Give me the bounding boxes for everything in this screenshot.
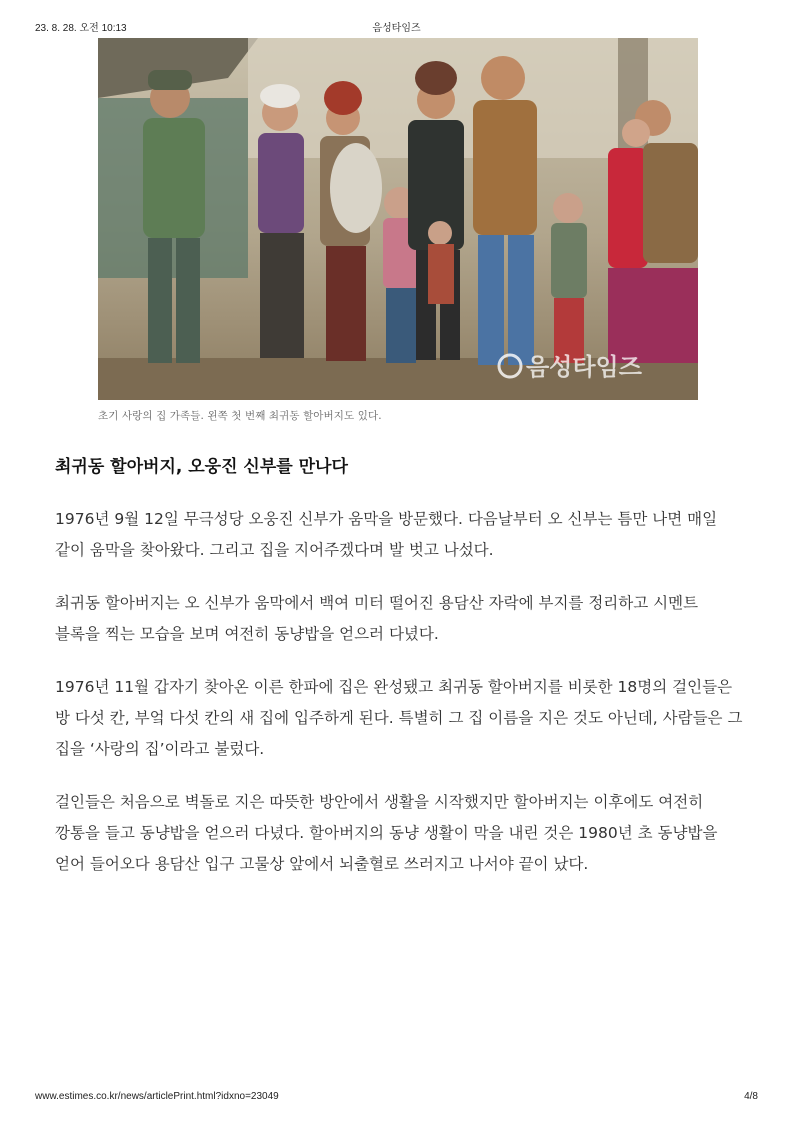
section-heading: 최귀동 할아버지, 오웅진 신부를 만나다	[55, 457, 348, 477]
article-paragraph: 1976년 9월 12일 무극성당 오웅진 신부가 움막을 방문했다. 다음날부터 오 신부는 틈만 나면 매일 같이 움막을 찾아왔다. 그리고 집을 지어주겠다며 발 벗고 나섰다.	[55, 510, 718, 559]
photo-caption: 초기 사랑의 집 가족들. 왼쪽 첫 번째 최귀동 할아버지도 있다.	[98, 410, 382, 422]
article-paragraph: 걸인들은 처음으로 벽돌로 지은 따뜻한 방안에서 생활을 시작했지만 할아버지는 이후에도 여전히 깡통을 들고 동냥밥을 얻으러 다녔다. 할아버지의 동냥 생활이 막을 내린 것은 1980년 초 동냥밥을 얻어 들어오다 용담산 입구 고물상 앞에서 뇌출혈로 쓰러지고 나서야 끝이 났다.	[55, 793, 718, 873]
print-header	[35, 19, 758, 33]
article-photo	[98, 38, 698, 400]
article-paragraph: 1976년 11월 갑자기 찾아온 이른 한파에 집은 완성됐고 최귀동 할아버지를 비롯한 18명의 걸인들은 방 다섯 칸, 부엌 다섯 칸의 새 집에 입주하게 된다. 특별히 그 집 이름을 지은 것도 아닌데, 사람들은 그 집을 ‘사랑의 집’이라고 불렀다.	[55, 678, 743, 758]
photo-watermark: 음성타임즈	[526, 353, 642, 381]
print-url: www.estimes.co.kr/news/articlePrint.html?idxno=23049	[35, 1091, 279, 1102]
article-body	[55, 452, 747, 902]
family-group-photo	[98, 38, 698, 400]
print-site-name: 음성타임즈	[372, 23, 421, 34]
print-datetime: 23. 8. 28. 오전 10:13	[35, 23, 127, 34]
print-footer	[35, 1091, 758, 1105]
article-paragraph: 최귀동 할아버지는 오 신부가 움막에서 백여 미터 떨어진 용담산 자락에 부지를 정리하고 시멘트 블록을 찍는 모습을 보며 여전히 동냥밥을 얻으러 다녔다.	[55, 594, 699, 643]
page-number: 4/8	[744, 1091, 758, 1102]
